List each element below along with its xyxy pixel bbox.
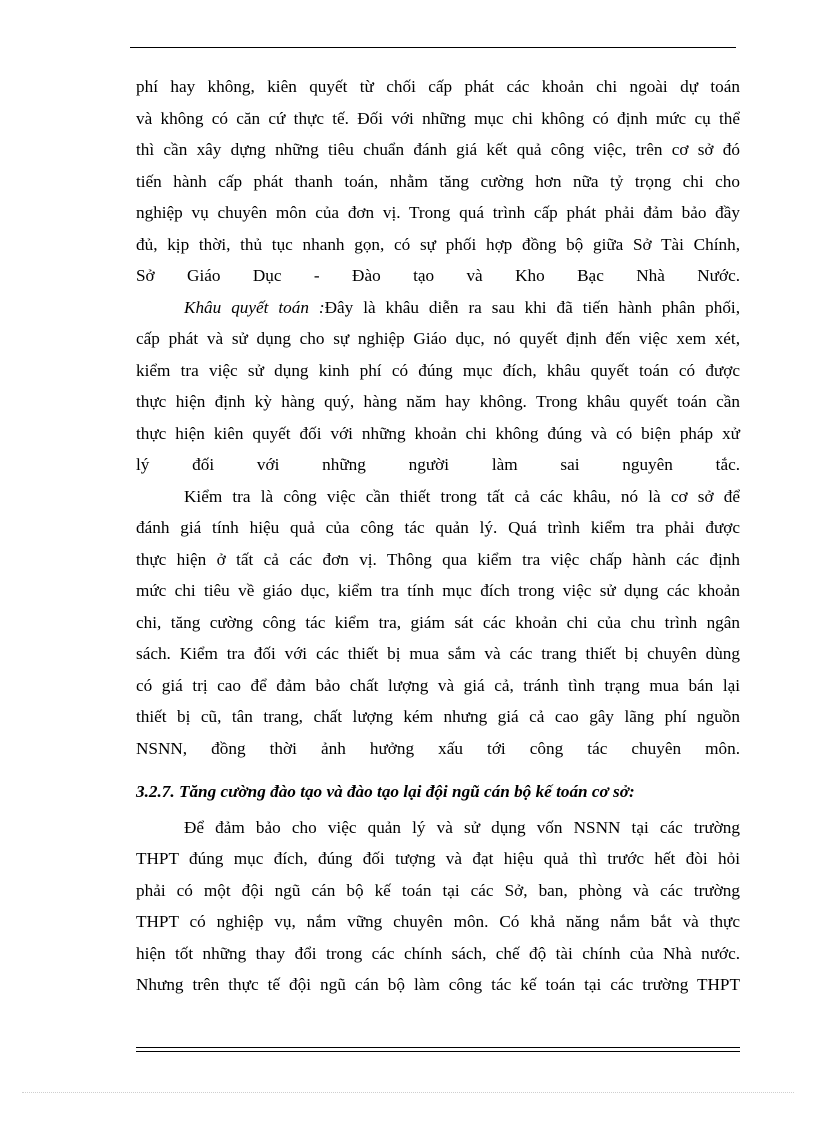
paragraph-4 xyxy=(136,812,740,1001)
text-line: kiểm tra việc sử dụng kinh phí có đúng mục đích, khâu quyết toán có được xyxy=(136,360,740,380)
text-line: thiết bị cũ, tân trang, chất lượng kém nhưng giá cả cao gây lãng phí nguồn xyxy=(136,707,740,726)
text-line: mức chi tiêu về giáo dục, kiểm tra tính mục đích trong việc sử dụng các khoản xyxy=(136,581,740,600)
text-line: Đây là khâu diễn ra sau khi đã tiến hành phân phối, xyxy=(324,297,741,317)
document-body xyxy=(136,71,740,1001)
text-line: và không có căn cứ thực tế. Đối với những mục chi không có định mức cụ thể xyxy=(136,108,740,128)
text-line: lý đối với những người làm sai nguyên tắc. xyxy=(136,455,740,474)
text-line: nghiệp vụ chuyên môn của đơn vị. Trong quá trình cấp phát phải đảm bảo đầy xyxy=(136,203,740,222)
text-line: Kiểm tra là công việc cần thiết trong tất cả các khâu, nó là cơ sở để xyxy=(184,486,740,506)
page-bottom-dotted-edge xyxy=(22,1092,794,1093)
text-line: tiến hành cấp phát thanh toán, nhằm tăng cường hơn nữa tỷ trọng chi cho xyxy=(136,171,740,191)
text-line: cấp phát và sử dụng cho sự nghiệp Giáo dục, nó quyết định đến việc xem xét, xyxy=(136,329,740,348)
footer-rule xyxy=(136,1047,740,1052)
text-line: hiện tốt những thay đổi trong các chính sách, chế độ tài chính của Nhà nước. xyxy=(136,943,740,963)
text-line: THPT có nghiệp vụ, nắm vững chuyên môn. Có khả năng nắm bắt và thực xyxy=(136,912,740,931)
text-line: phí hay không, kiên quyết từ chối cấp phát các khoản chi ngoài dự toán xyxy=(136,77,740,96)
text-line: có giá trị cao để đảm bảo chất lượng và giá cả, tránh tình trạng mua bán lại xyxy=(136,675,740,695)
text-line: thực hiện định kỳ hàng quý, hàng năm hay không. Trong khâu quyết toán cần xyxy=(136,392,740,411)
text-line: Sở Giáo Dục - Đào tạo và Kho Bạc Nhà Nước. xyxy=(136,266,740,285)
lead-italic-term: Khâu quyết toán : xyxy=(184,297,325,317)
paragraph-2 xyxy=(136,292,740,481)
text-line: chi, tăng cường công tác kiểm tra, giám sát các khoản chi của chu trình ngân xyxy=(136,612,740,632)
text-line: thì cần xây dựng những tiêu chuẩn đánh giá kết quả công việc, trên cơ sở đó xyxy=(136,140,740,159)
text-line: sách. Kiểm tra đối với các thiết bị mua sắm và các trang thiết bị chuyên dùng xyxy=(136,644,740,663)
text-line: THPT đúng mục đích, đúng đối tượng và đạt hiệu quả thì trước hết đòi hỏi xyxy=(136,849,740,868)
paragraph-1 xyxy=(136,71,740,292)
text-line: Để đảm bảo cho việc quản lý và sử dụng vốn NSNN tại các trường xyxy=(184,817,740,837)
section-heading: 3.2.7. Tăng cường đào tạo và đào tạo lại đội ngũ cán bộ kế toán cơ sở: xyxy=(136,782,635,801)
header-rule xyxy=(130,47,736,48)
text-line: Nhưng trên thực tế đội ngũ cán bộ làm công tác kế toán tại các trường THPT xyxy=(136,975,740,994)
text-line: đủ, kịp thời, thủ tục nhanh gọn, có sự phối hợp đồng bộ giữa Sở Tài Chính, xyxy=(136,234,740,254)
paragraph-3 xyxy=(136,481,740,765)
text-line: thực hiện ở tất cả các đơn vị. Thông qua kiểm tra việc chấp hành các định xyxy=(136,549,740,569)
text-line: NSNN, đồng thời ảnh hưởng xấu tới công tác chuyên môn. xyxy=(136,738,740,758)
text-line: thực hiện kiên quyết đối với những khoản chi không đúng và có biện pháp xử xyxy=(136,423,740,443)
text-line: đánh giá tính hiệu quả của công tác quản lý. Quá trình kiểm tra phải được xyxy=(136,518,740,537)
text-line: phải có một đội ngũ cán bộ kế toán tại các Sở, ban, phòng và các trường xyxy=(136,880,740,900)
